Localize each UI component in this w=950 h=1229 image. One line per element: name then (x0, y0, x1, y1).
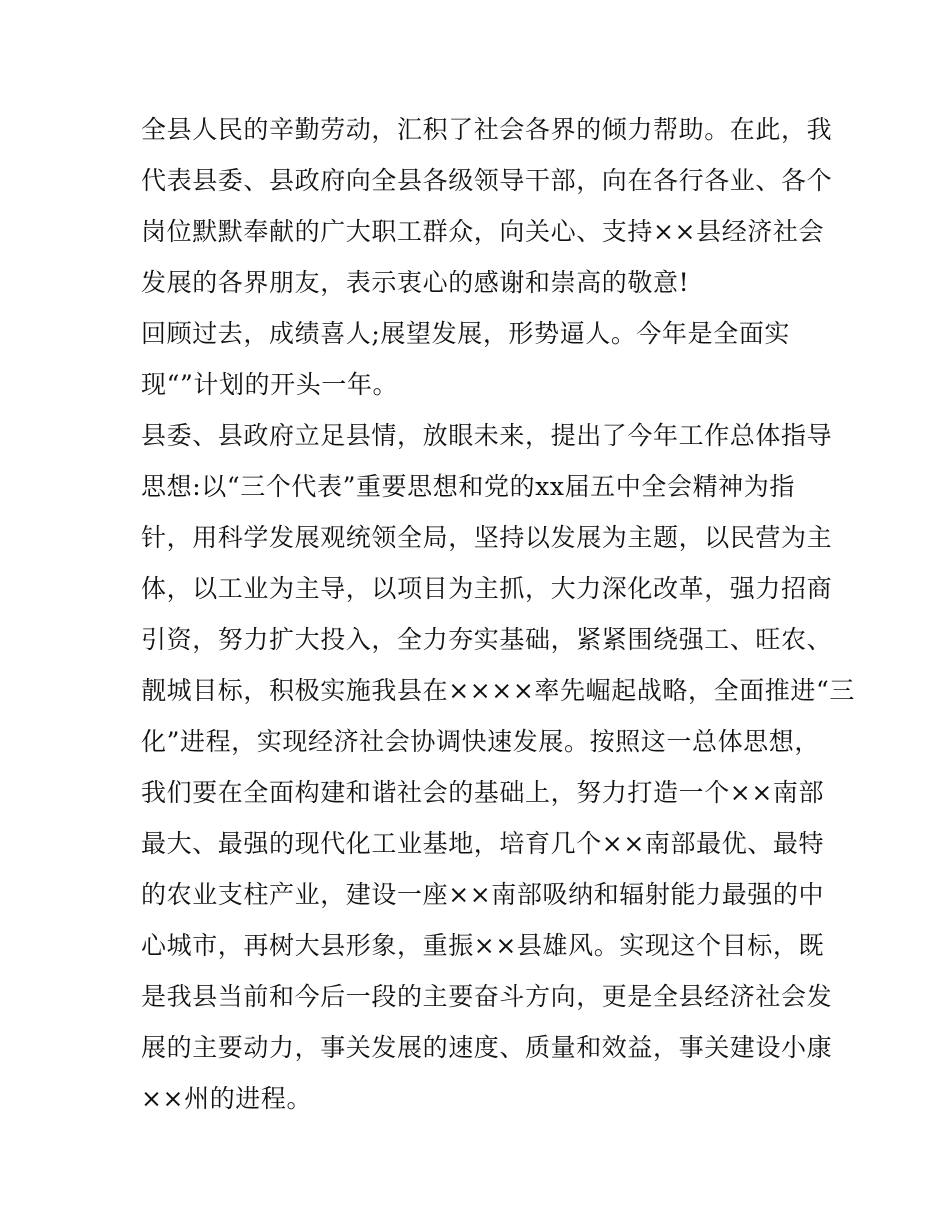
text-line: 现“”计划的开头一年。 (141, 370, 399, 399)
text-line: 最大、最强的现代化工业基地，培育几个××南部最优、最特 (141, 829, 825, 858)
text-line: 是我县当前和今后一段的主要奋斗方向，更是全县经济社会发 (141, 982, 833, 1011)
text-line: 回顾过去，成绩喜人;展望发展，形势逼人。今年是全面实 (141, 319, 791, 348)
text-line: 岗位默默奉献的广大职工群众，向关心、支持××县经济社会 (141, 217, 825, 246)
text-line: 化”进程，实现经济社会协调快速发展。按照这一总体思想， (141, 727, 820, 756)
text-line: 针，用科学发展观统领全局，坚持以发展为主题，以民营为主 (141, 523, 833, 552)
text-line: 靓城目标，积极实施我县在××××率先崛起战略，全面推进“三 (141, 676, 855, 705)
text-line: 心城市，再树大县形象，重振××县雄风。实现这个目标，既 (141, 931, 825, 960)
text-line: 全县人民的辛勤劳动，汇积了社会各界的倾力帮助。在此，我 (141, 115, 833, 144)
text-line: ××州的进程。 (141, 1084, 313, 1113)
text-line: 发展的各界朋友，表示衷心的感谢和崇高的敬意! (141, 268, 690, 297)
body-text (141, 108, 855, 1128)
text-line: 引资，努力扩大投入，全力夯实基础，紧紧围绕强工、旺农、 (141, 625, 833, 654)
text-line: 的农业支柱产业，建设一座××南部吸纳和辐射能力最强的中 (141, 880, 825, 909)
text-line: 县委、县政府立足县情，放眼未来，提出了今年工作总体指导 (141, 421, 833, 450)
text-line: 体，以工业为主导，以项目为主抓，大力深化改革，强力招商 (141, 574, 833, 603)
text-line: 思想:以“三个代表”重要思想和党的xx届五中全会精神为指 (141, 472, 795, 501)
text-line: 展的主要动力，事关发展的速度、质量和效益，事关建设小康 (141, 1033, 833, 1062)
text-line: 代表县委、县政府向全县各级领导干部，向在各行各业、各个 (141, 166, 833, 195)
text-line: 我们要在全面构建和谐社会的基础上，努力打造一个××南部 (141, 778, 825, 807)
